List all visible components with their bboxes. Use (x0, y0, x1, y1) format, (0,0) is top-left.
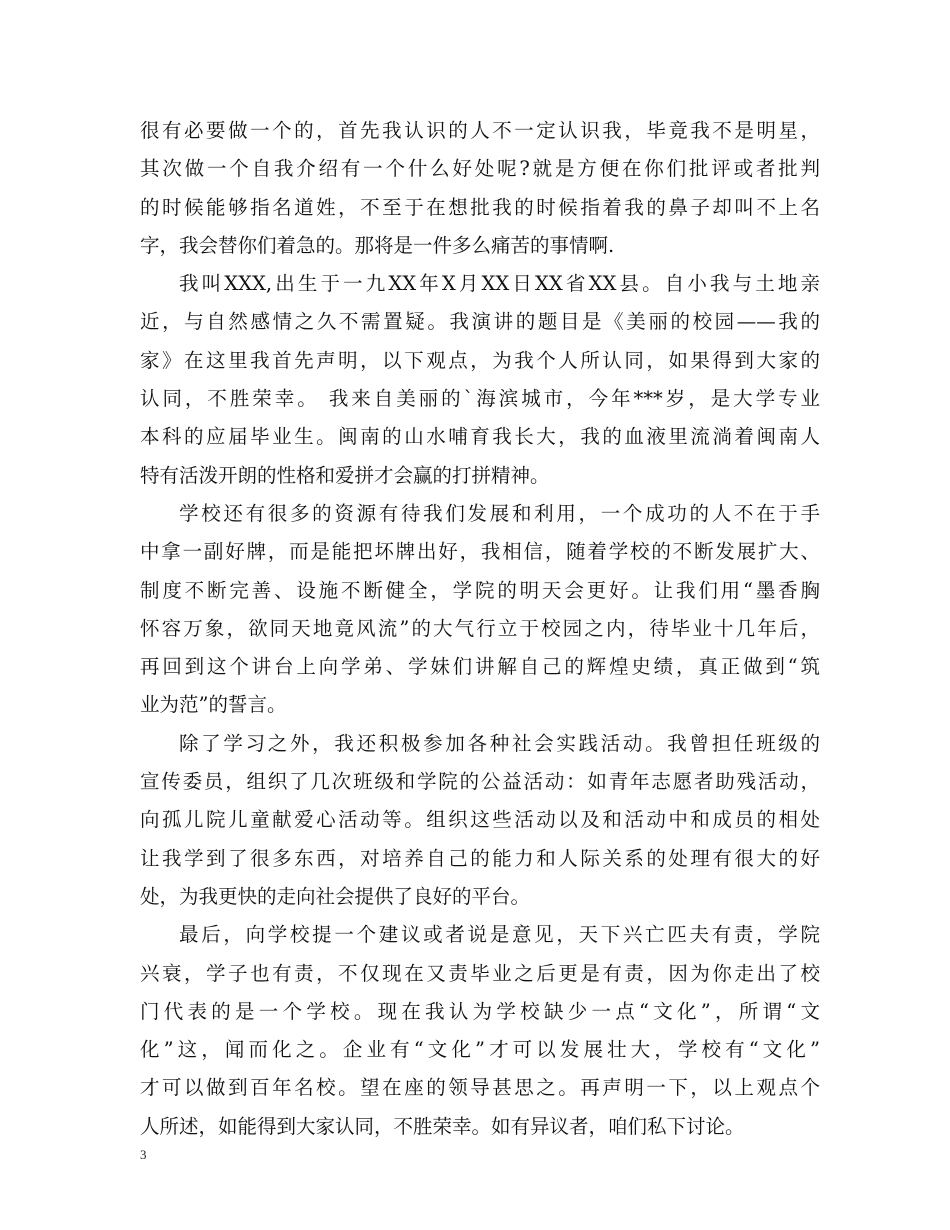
text-line: 兴衰，学子也有责，不仅现在又责毕业之后更是有责，因为你走出了校 (140, 961, 820, 985)
paragraph (140, 112, 820, 265)
text-line: 特有活泼开朗的性格和爱拼才会赢的打拼精神。 (140, 463, 550, 487)
paragraph (140, 725, 820, 916)
paragraph (140, 265, 820, 495)
text-line: 最后，向学校提一个建议或者说是意见，天下兴亡匹夫有责，学院 (179, 923, 820, 947)
text-line: 让我学到了很多东西，对培养自己的能力和人际关系的处理有很大的好 (140, 846, 820, 870)
text-line: 怀容万象，欲同天地竟风流”的大气行立于校园之内，待毕业十几年后， (140, 616, 820, 640)
text-line: 认同，不胜荣幸。 我来自美丽的`海滨城市，今年***岁，是大学专业 (140, 387, 820, 411)
text-line: 本科的应届毕业生。闽南的山水哺育我长大，我的血液里流淌着闽南人 (140, 425, 820, 449)
text-line: 业为范”的誓言。 (140, 693, 287, 717)
text-line: 制度不断完善、设施不断健全，学院的明天会更好。让我们用“墨香胸 (140, 578, 820, 602)
page-number: 3 (140, 1147, 147, 1162)
text-line: 近，与自然感情之久不需置疑。我演讲的题目是《美丽的校园——我的 (140, 310, 820, 334)
text-line: 才可以做到百年名校。望在座的领导甚思之。再声明一下，以上观点个 (140, 1076, 820, 1100)
text-line: 化”这，闻而化之。企业有“文化”才可以发展壮大，学校有“文化” (140, 1038, 820, 1062)
text-line: 除了学习之外，我还积极参加各种社会实践活动。我曾担任班级的 (179, 731, 820, 755)
text-line: 处，为我更快的走向社会提供了良好的平台。 (140, 884, 531, 908)
text-line: 中拿一副好牌，而是能把坏牌出好，我相信，随着学校的不断发展扩大、 (140, 540, 820, 564)
text-line: 人所述，如能得到大家认同，不胜荣幸。如有异议者，咱们私下讨论。 (140, 1114, 745, 1138)
text-line: 再回到这个讲台上向学弟、学妹们讲解自己的辉煌史绩，真正做到“筑 (140, 655, 820, 679)
document-body (140, 112, 820, 1146)
text-line: 的时候能够指名道姓，不至于在想批我的时候指着我的鼻子却叫不上名 (140, 195, 820, 219)
text-line: 宣传委员，组织了几次班级和学院的公益活动：如青年志愿者助残活动， (140, 770, 820, 794)
text-line: 很有必要做一个的，首先我认识的人不一定认识我，毕竟我不是明星， (140, 119, 820, 142)
text-line: 其次做一个自我介绍有一个什么好处呢?就是方便在你们批评或者批判 (140, 157, 820, 181)
text-line: 向孤儿院儿童献爱心活动等。组织这些活动以及和活动中和成员的相处 (140, 808, 820, 832)
text-line: 字，我会替你们着急的。那将是一件多么痛苦的事情啊. (140, 233, 615, 257)
text-line: 学校还有很多的资源有待我们发展和利用，一个成功的人不在于手 (179, 501, 820, 525)
text-line: 家》在这里我首先声明，以下观点，为我个人所认同，如果得到大家的 (140, 348, 820, 372)
text-line: 门代表的是一个学校。现在我认为学校缺少一点“文化”，所谓“文 (140, 999, 820, 1023)
text-line: 我叫XXX,出生于一九XX年X月XX日XX省XX县。自小我与土地亲 (179, 272, 820, 296)
paragraph (140, 495, 820, 725)
paragraph (140, 916, 820, 1146)
